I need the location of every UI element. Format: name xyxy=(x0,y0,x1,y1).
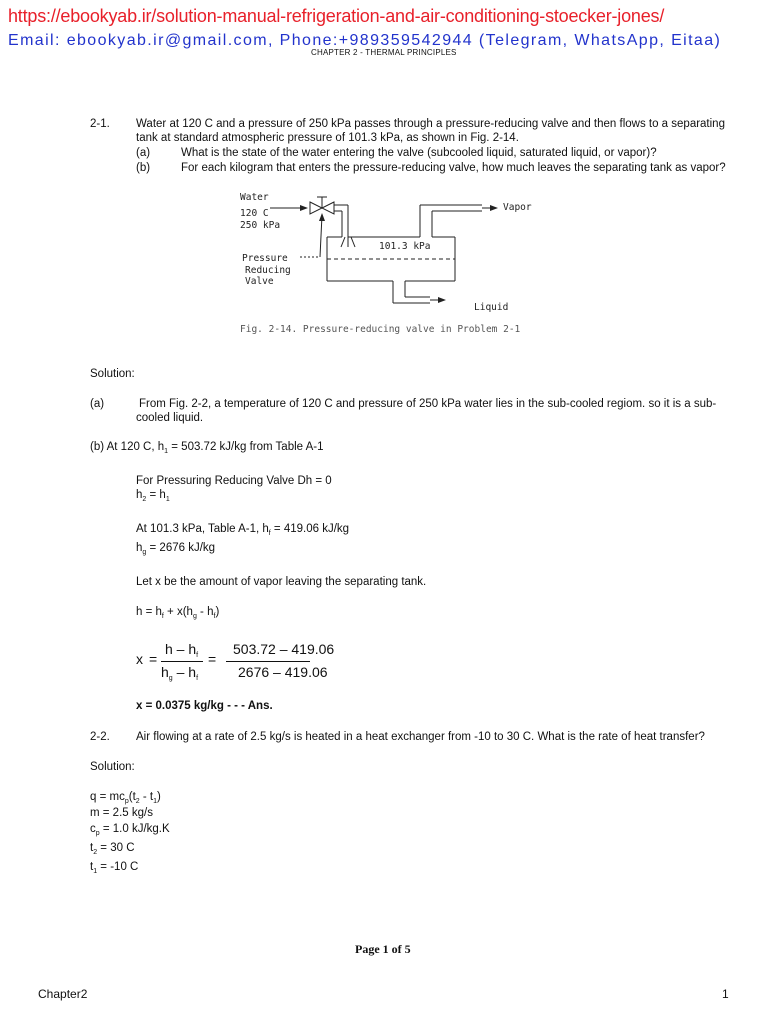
footer-chapter: Chapter2 xyxy=(38,987,88,1001)
table-lookup: At 101.3 kPa, Table A-1, $h_f = 419.06$ kJ/kg xyxy=(136,523,350,537)
figure-label-prv: Reducing xyxy=(245,265,291,276)
t1-value: $t_1 = -10$ C xyxy=(90,861,139,875)
problem-text: Air flowing at a rate of 2.5 kg/s is heated in a heat exchanger from -10 to 30 C. What is the rate of heat transfer? xyxy=(136,731,705,743)
t2-value: $t_2 = 30$ C xyxy=(90,842,135,856)
source-url[interactable]: https://ebookyab.ir/solution-manual-refrigeration-and-air-conditioning-stoecker-jones/ xyxy=(8,6,665,26)
part-label: (a) xyxy=(136,147,151,159)
frac-equals: = xyxy=(149,651,158,667)
chapter-title: CHAPTER 2 - THERMAL PRINCIPLES xyxy=(311,48,457,57)
solution-text-line: cooled liquid. xyxy=(136,412,204,424)
inlet-arrowhead xyxy=(300,205,308,211)
heat-equation: $q = mc_p(t_2 - t_1)$ xyxy=(90,791,161,805)
figure-label-liquid: Liquid xyxy=(474,302,509,313)
figure-label-pressure: 250 kPa xyxy=(240,220,281,231)
h2-equation: $h_2 = h_1$ xyxy=(136,489,170,503)
part-text: For each kilogram that enters the pressure-reducing valve, how much leaves the separating tank as vapor? xyxy=(181,162,726,174)
fraction-bar xyxy=(161,661,203,662)
frac-x: x xyxy=(136,651,143,667)
problem-number: 2-2. xyxy=(90,731,110,743)
solution-heading: Solution: xyxy=(90,761,135,773)
part-text: What is the state of the water entering the valve (subcooled liquid, saturated liquid, or vapor)? xyxy=(181,147,657,159)
hg-value: $h_g = 2676$ kJ/kg xyxy=(136,542,216,556)
solution-heading: Solution: xyxy=(90,368,135,380)
page-indicator: Page 1 of 5 xyxy=(355,942,411,956)
problem-text-line: tank at standard atmospheric pressure of 101.3 kPa, as shown in Fig. 2-14. xyxy=(136,132,519,144)
valve-right xyxy=(322,202,334,214)
figure-label-prv: Valve xyxy=(245,276,274,287)
mass-flow: m = 2.5 kg/s xyxy=(90,807,153,819)
solution-text-line: From Fig. 2-2, a temperature of 120 C and pressure of 250 kPa water lies in the sub-cooled regiom. so it is a sub- xyxy=(139,398,717,410)
figure-label-prv: Pressure xyxy=(242,253,288,264)
fraction-bar xyxy=(226,661,310,662)
figure-caption: Fig. 2-14. Pressure-reducing valve in Problem 2-1 xyxy=(240,324,521,335)
let-x-statement: Let x be the amount of vapor leaving the separating tank. xyxy=(136,576,427,588)
prv-statement: For Pressuring Reducing Valve Dh = 0 xyxy=(136,475,332,487)
problem-number: 2-1. xyxy=(90,118,110,130)
frac-denominator-symbolic: $h_g - h_f$ xyxy=(161,664,199,682)
figure-label-temp: 120 C xyxy=(240,208,269,219)
figure-label-vapor: Vapor xyxy=(503,202,532,213)
part-label: (b) xyxy=(136,162,151,174)
figure-label-water: Water xyxy=(240,192,269,203)
contact-info: Email: ebookyab.ir@gmail.com, Phone:+989359542944 (Telegram, WhatsApp, Eitaa) xyxy=(8,32,722,49)
part-label: (a) xyxy=(90,398,105,410)
quality-equation: $h = h_f + x(h_g - h_f)$ xyxy=(136,606,220,620)
footer-page-number: 1 xyxy=(722,987,729,1001)
figure-label-tank-pressure: 101.3 kPa xyxy=(379,241,431,252)
valve-left xyxy=(310,202,322,214)
answer: x = 0.0375 kg/kg - - - Ans. xyxy=(136,700,273,712)
frac-equals: = xyxy=(208,651,217,667)
cp-value: $c_p = 1.0$ kJ/kg.K xyxy=(90,823,170,837)
problem-text-line: Water at 120 C and a pressure of 250 kPa passes through a pressure-reducing valve and then flows to a separating xyxy=(136,118,725,130)
solution-b-line: (b) At 120 C, $h_1 = 503.72$ kJ/kg from Table A-1 xyxy=(90,441,324,455)
frac-denominator-value: 2676 – 419.06 xyxy=(238,664,328,680)
frac-numerator-symbolic: h – $h_f$ xyxy=(165,641,199,659)
frac-numerator-value: 503.72 – 419.06 xyxy=(233,641,335,657)
